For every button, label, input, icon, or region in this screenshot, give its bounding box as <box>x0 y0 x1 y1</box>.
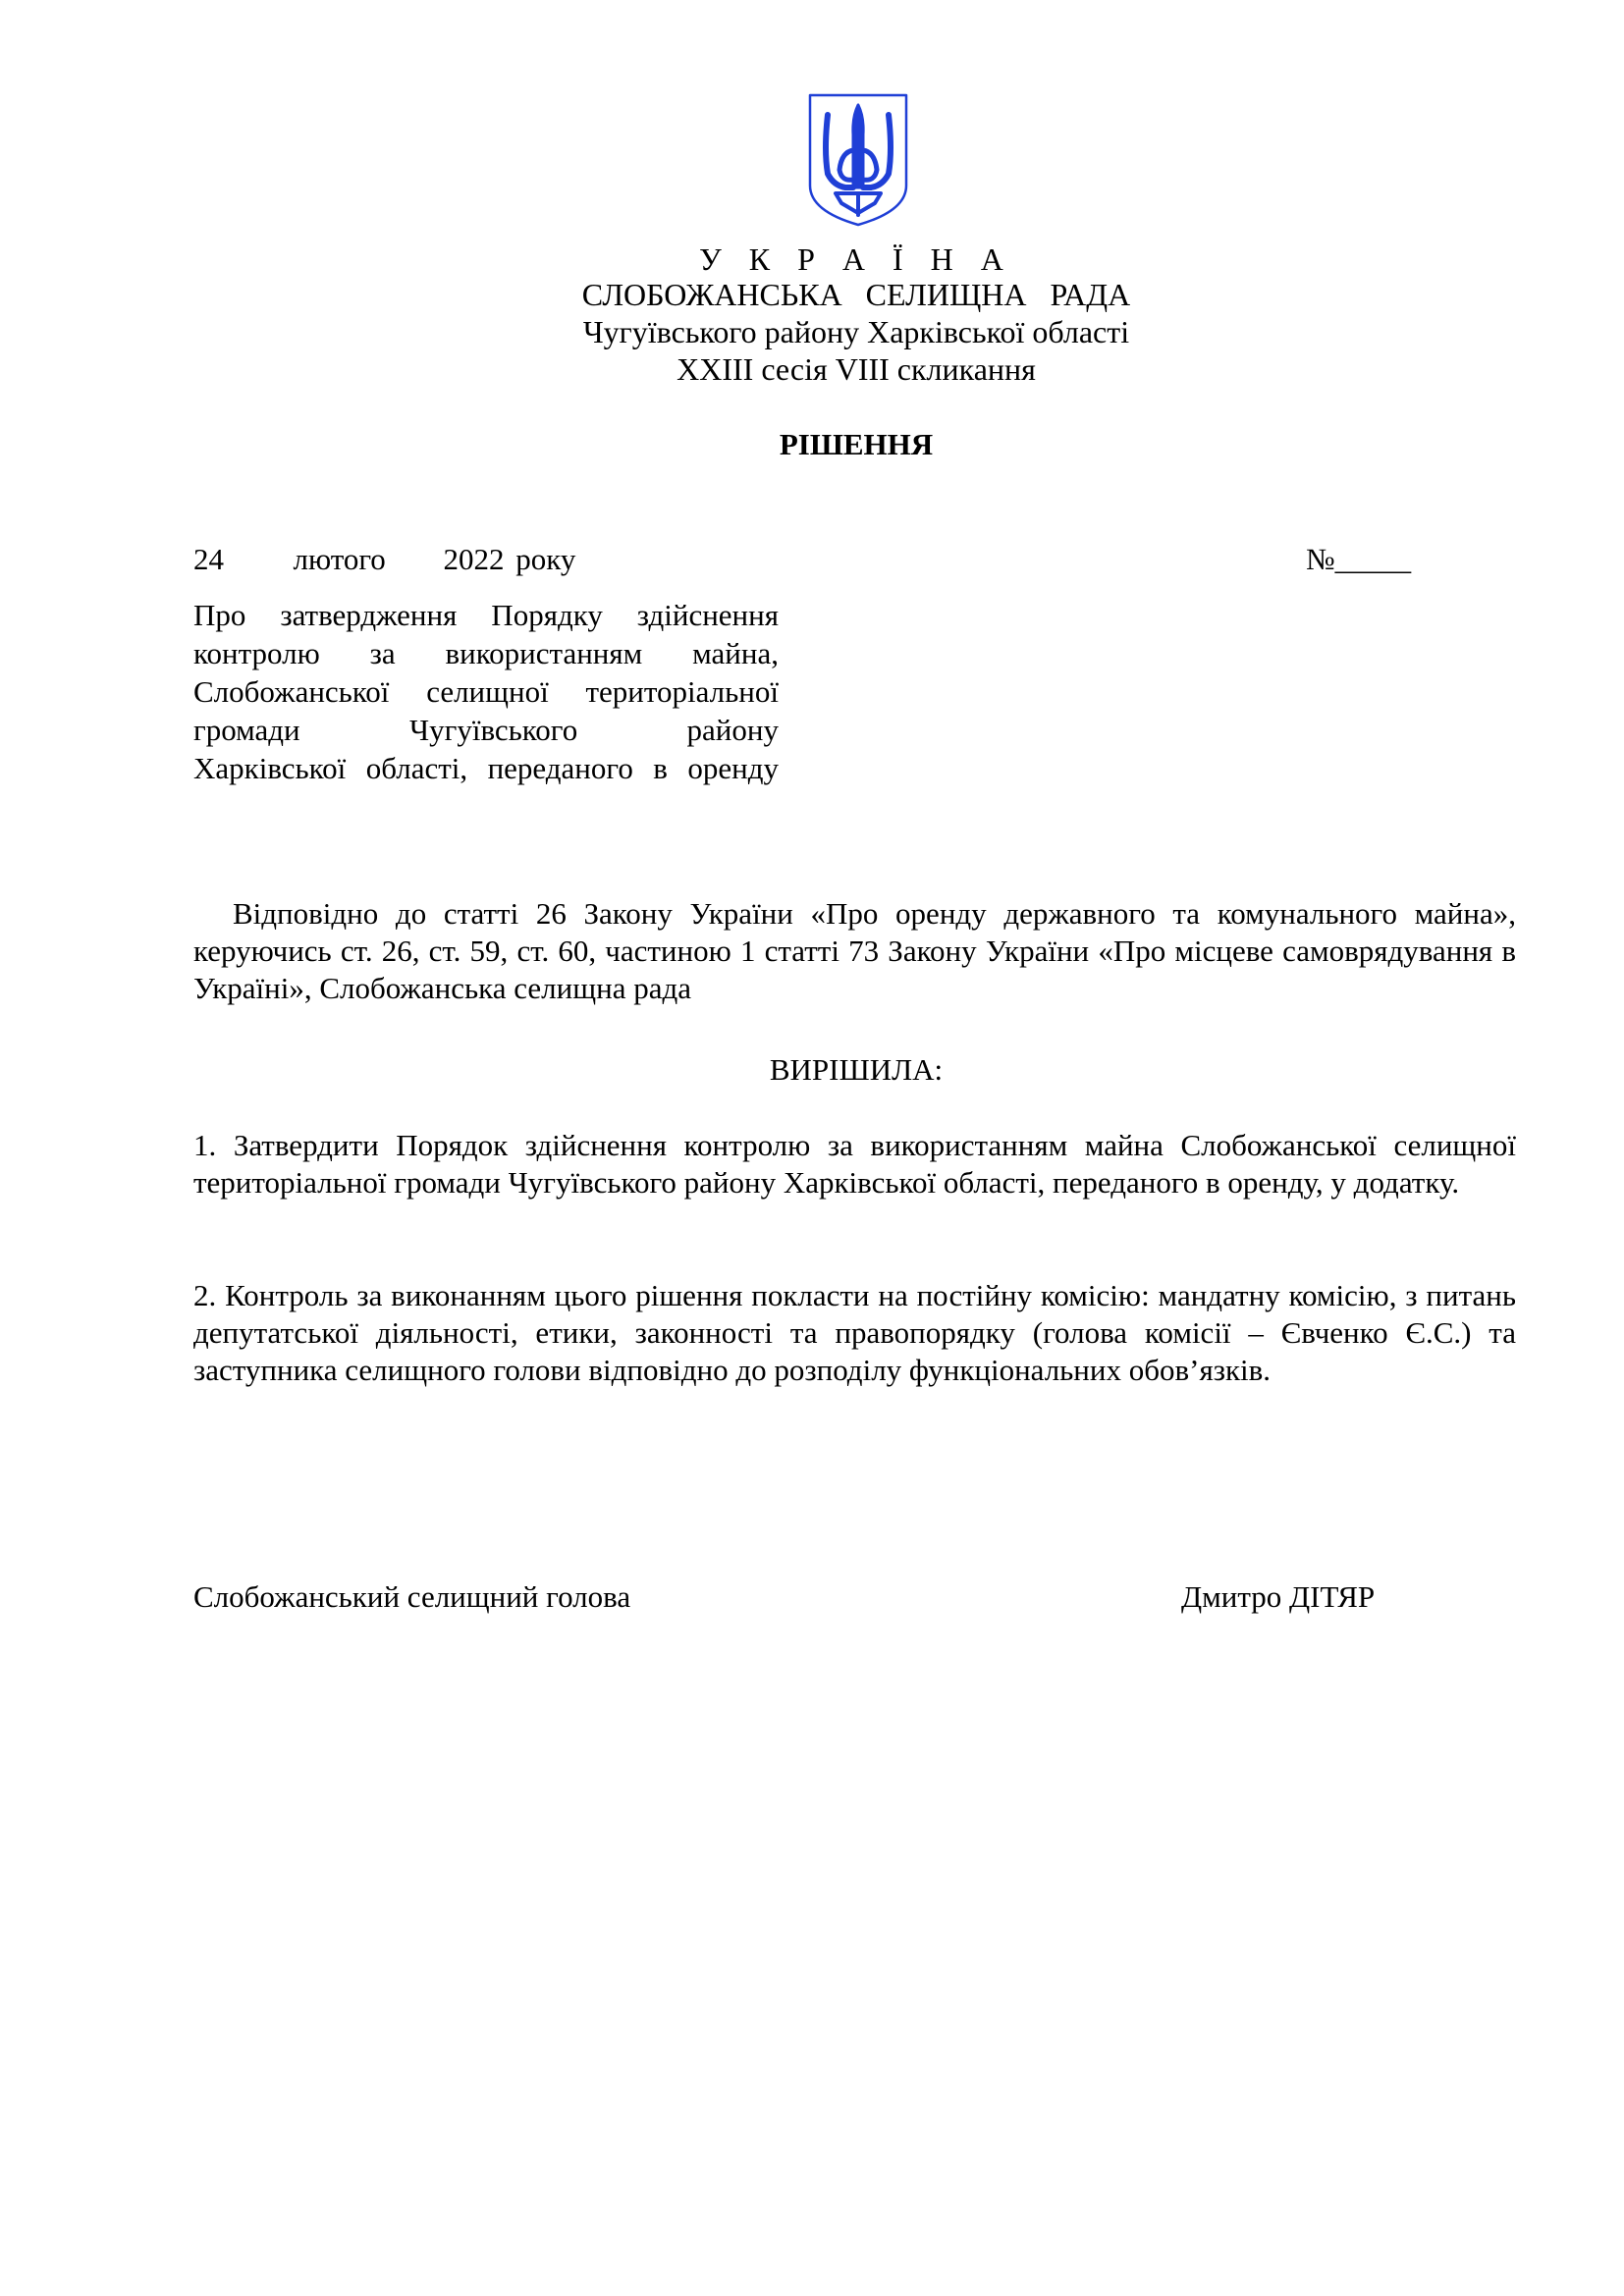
preamble-paragraph: Відповідно до статті 26 Закону України «Про оренду державного та комунального майна», керуючись ст. 26, ст. 59, ст. 60, частиною 1 статті 73 Закону України «Про місцеве самоврядування в Україні», Слобожанська селищна рада <box>193 896 1516 1005</box>
header-country: У К Р А Ї Н А <box>699 241 1013 277</box>
decided-heading: ВИРІШИЛА: <box>769 1052 944 1087</box>
header-session: ХХІІІ сесія VІІІ скликання <box>677 351 1036 387</box>
subject-line: Слобожанської селищної територіальної <box>193 674 779 709</box>
subject-line: Харківської області, переданого в оренду <box>193 751 779 785</box>
decision-item-2: 2. Контроль за виконанням цього рішення покласти на постійну комісію: мандатну комісію, з питань депутатської діяльності, етики, законності та правопорядку (голова комісії – Євченко Є.С.) та заступника селищного голови відповідно до розподілу функціональних обов’язків. <box>193 1278 1516 1387</box>
subject-line: громади Чугуївського району <box>193 713 779 747</box>
header-district: Чугуївського району Харківської області <box>582 314 1130 349</box>
document-number: №_____ <box>1306 542 1412 576</box>
signature-role: Слобожанський селищний голова <box>193 1579 631 1614</box>
subject-line: контролю за використанням майна, <box>193 636 779 670</box>
decision-item-1: 1. Затвердити Порядок здійснення контролю за використанням майна Слобожанської селищної територіальної громади Чугуївського району Харківської області, переданого в оренду, у додатку. <box>193 1128 1516 1200</box>
header-council: СЛОБОЖАНСЬКА СЕЛИЩНА РАДА <box>581 277 1131 312</box>
trident-emblem-icon <box>806 91 910 229</box>
subject-line: Про затвердження Порядку здійснення <box>193 598 779 632</box>
signature-name: Дмитро ДІТЯР <box>1181 1579 1376 1614</box>
document-date: 24 лютого 2022 року <box>193 542 576 576</box>
document-subject <box>193 596 779 787</box>
document-title: РІШЕННЯ <box>779 427 934 461</box>
